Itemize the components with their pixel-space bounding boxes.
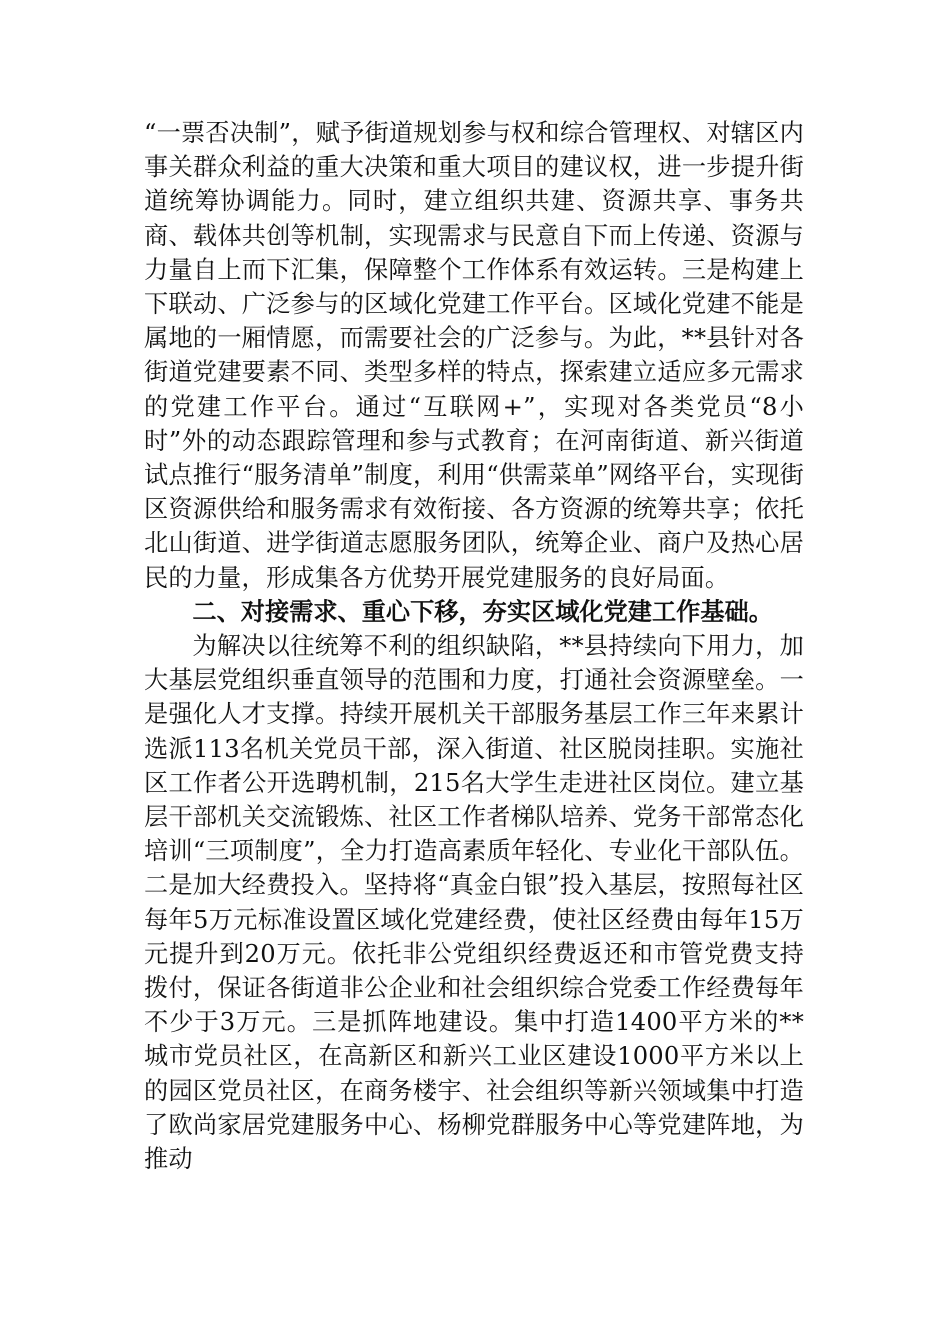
- body-paragraph-2: 为解决以往统筹不利的组织缺陷，**县持续向下用力，加大基层党组织垂直领导的范围和力度，打通社会资源壁垒。一是强化人才支撑。持续开展机关干部服务基层工作三年来累计选派113名机关党员干部，深入街道、社区脱岗挂职。实施社区工作者公开选聘机制，215名大学生走进社区岗位。建立基层干部机关交流锻炼、社区工作者梯队培养、党务干部常态化培训“三项制度”，全力打造高素质年轻化、专业化干部队伍。二是加大经费投入。坚持将“真金白银”投入基层，按照每社区每年5万元标准设置区域化党建经费，使社区经费由每年15万元提升到20万元。依托非公党组织经费返还和市管党费支持拨付，保证各街道非公企业和社会组织综合党委工作经费每年不少于3万元。三是抓阵地建设。集中打造1400平方米的**城市党员社区，在高新区和新兴工业区建设1000平方米以上的园区党员社区，在商务楼宇、社会组织等新兴领域集中打造了欧尚家居党建服务中心、杨柳党群服务中心等党建阵地，为推动: [144, 632, 804, 1174]
- document-body: [144, 116, 804, 1176]
- body-paragraph-1: “一票否决制”，赋予街道规划参与权和综合管理权、对辖区内事关群众利益的重大决策和重大项目的建议权，进一步提升街道统筹协调能力。同时，建立组织共建、资源共享、事务共商、载体共创等机制，实现需求与民意自下而上传递、资源与力量自上而下汇集，保障整个工作体系有效运转。三是构建上下联动、广泛参与的区域化党建工作平台。区域化党建不能是属地的一厢情愿，而需要社会的广泛参与。为此，**县针对各街道党建要素不同、类型多样的特点，探索建立适应多元需求的党建工作平台。通过“互联网+”，实现对各类党员“8小时”外的动态跟踪管理和参与式教育；在河南街道、新兴街道试点推行“服务清单”制度，利用“供需菜单”网络平台，实现街区资源供给和服务需求有效衔接、各方资源的统筹共享；依托北山街道、进学街道志愿服务团队，统筹企业、商户及热心居民的力量，形成集各方优势开展党建服务的良好局面。: [144, 119, 804, 592]
- section-heading-2: 二、对接需求、重心下移，夯实区域化党建工作基础。: [192, 597, 773, 626]
